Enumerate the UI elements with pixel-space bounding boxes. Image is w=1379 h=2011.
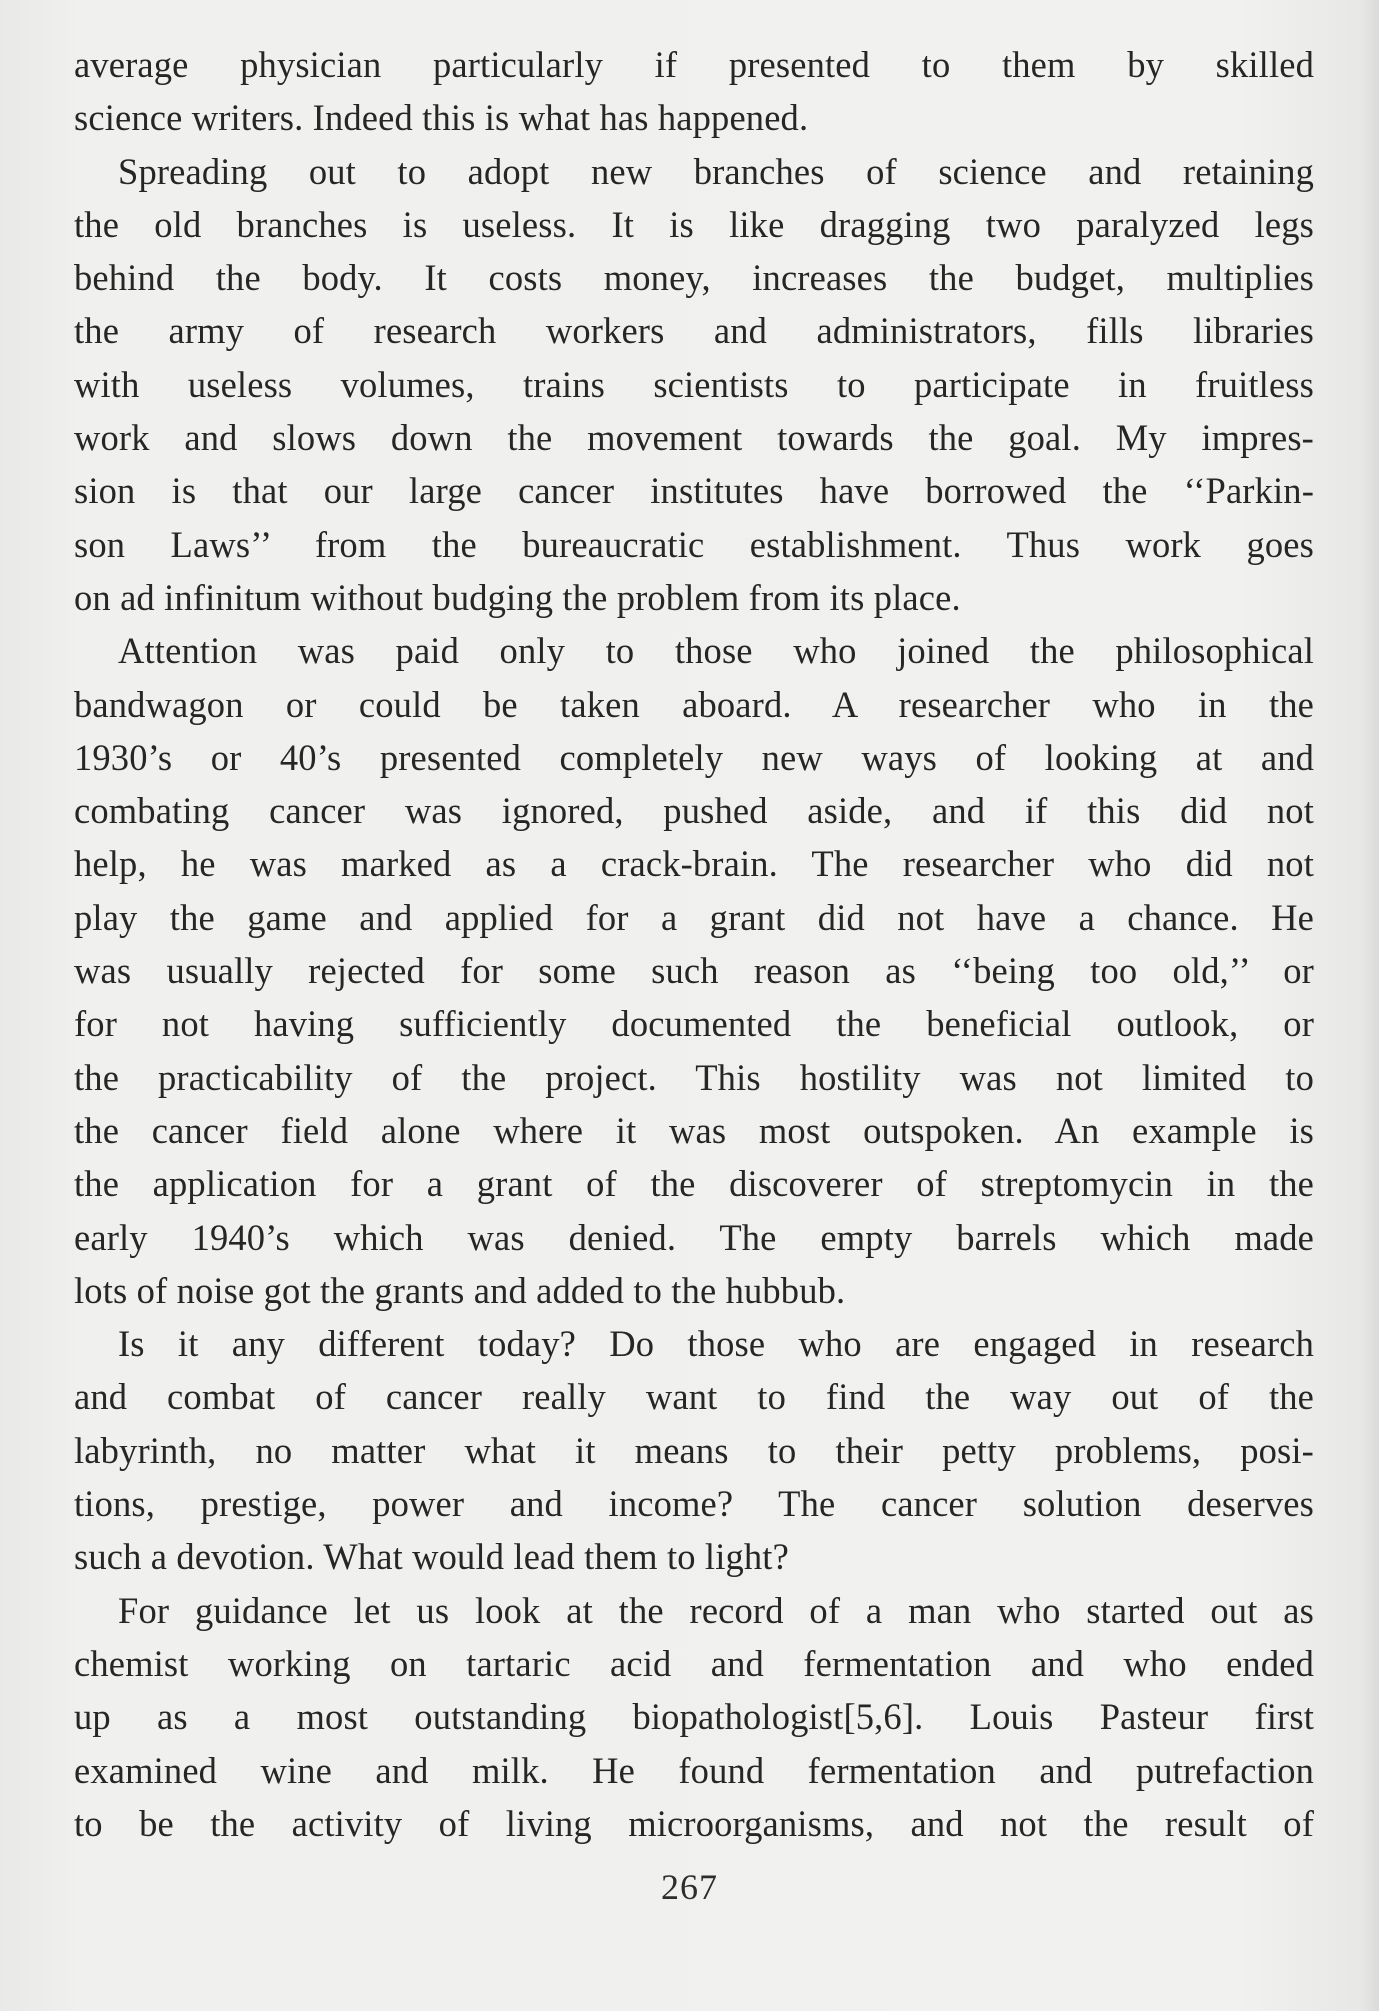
text-line: play the game and applied for a grant did not have a chance. He xyxy=(74,896,1314,938)
body-text xyxy=(74,38,1314,1850)
text-line: combating cancer was ignored, pushed aside, and if this did not xyxy=(74,790,1314,832)
text-line: science writers. Indeed this is what has happened. xyxy=(74,97,809,139)
text-line: early 1940’s which was denied. The empty barrels which made xyxy=(74,1216,1314,1258)
text-line: up as a most outstanding biopathologist[5,6]. Louis Pasteur first xyxy=(74,1696,1314,1738)
text-line: son Laws’’ from the bureaucratic establishment. Thus work goes xyxy=(74,523,1314,565)
text-line: average physician particularly if presented to them by skilled xyxy=(74,44,1314,85)
text-line: behind the body. It costs money, increases the budget, multiplies xyxy=(74,257,1314,299)
text-line: help, he was marked as a crack-brain. The researcher who did not xyxy=(74,843,1314,885)
text-line: tions, prestige, power and income? The cancer solution deserves xyxy=(74,1483,1314,1525)
text-line: 1930’s or 40’s presented completely new ways of looking at and xyxy=(74,736,1314,778)
text-line: such a devotion. What would lead them to light? xyxy=(74,1536,789,1578)
text-line: the application for a grant of the discoverer of streptomycin in the xyxy=(74,1163,1314,1205)
text-line: bandwagon or could be taken aboard. A researcher who in the xyxy=(74,683,1314,725)
text-line: chemist working on tartaric acid and fermentation and who ended xyxy=(74,1642,1314,1684)
page-number: 267 xyxy=(661,1867,718,1907)
text-line: examined wine and milk. He found fermentation and putrefaction xyxy=(74,1749,1314,1791)
text-line: to be the activity of living microorganisms, and not the result of xyxy=(74,1802,1314,1844)
text-line: on ad infinitum without budging the problem from its place. xyxy=(74,576,961,618)
page-edge-shadow xyxy=(1361,0,1379,2011)
text-line: Is it any different today? Do those who are engaged in research xyxy=(118,1323,1314,1365)
text-line: the old branches is useless. It is like dragging two paralyzed legs xyxy=(74,203,1314,245)
text-line: and combat of cancer really want to find the way out of the xyxy=(74,1376,1314,1418)
text-line: For guidance let us look at the record of a man who started out as xyxy=(118,1589,1314,1631)
text-line: work and slows down the movement towards the goal. My impres- xyxy=(74,417,1314,459)
text-line: Attention was paid only to those who joined the philosophical xyxy=(118,630,1314,672)
text-line: sion is that our large cancer institutes have borrowed the ‘‘Parkin- xyxy=(74,470,1314,512)
text-line: for not having sufficiently documented the beneficial outlook, or xyxy=(74,1003,1314,1045)
text-line: Spreading out to adopt new branches of science and retaining xyxy=(118,150,1314,192)
text-line: with useless volumes, trains scientists to participate in fruitless xyxy=(74,363,1314,405)
text-line: was usually rejected for some such reason as ‘‘being too old,’’ or xyxy=(74,950,1314,992)
text-line: the practicability of the project. This hostility was not limited to xyxy=(74,1056,1314,1098)
text-line: the army of research workers and administrators, fills libraries xyxy=(74,310,1314,352)
text-line: labyrinth, no matter what it means to their petty problems, posi- xyxy=(74,1429,1314,1471)
text-line: the cancer field alone where it was most outspoken. An example is xyxy=(74,1109,1314,1151)
text-line: lots of noise got the grants and added to the hubbub. xyxy=(74,1269,846,1311)
